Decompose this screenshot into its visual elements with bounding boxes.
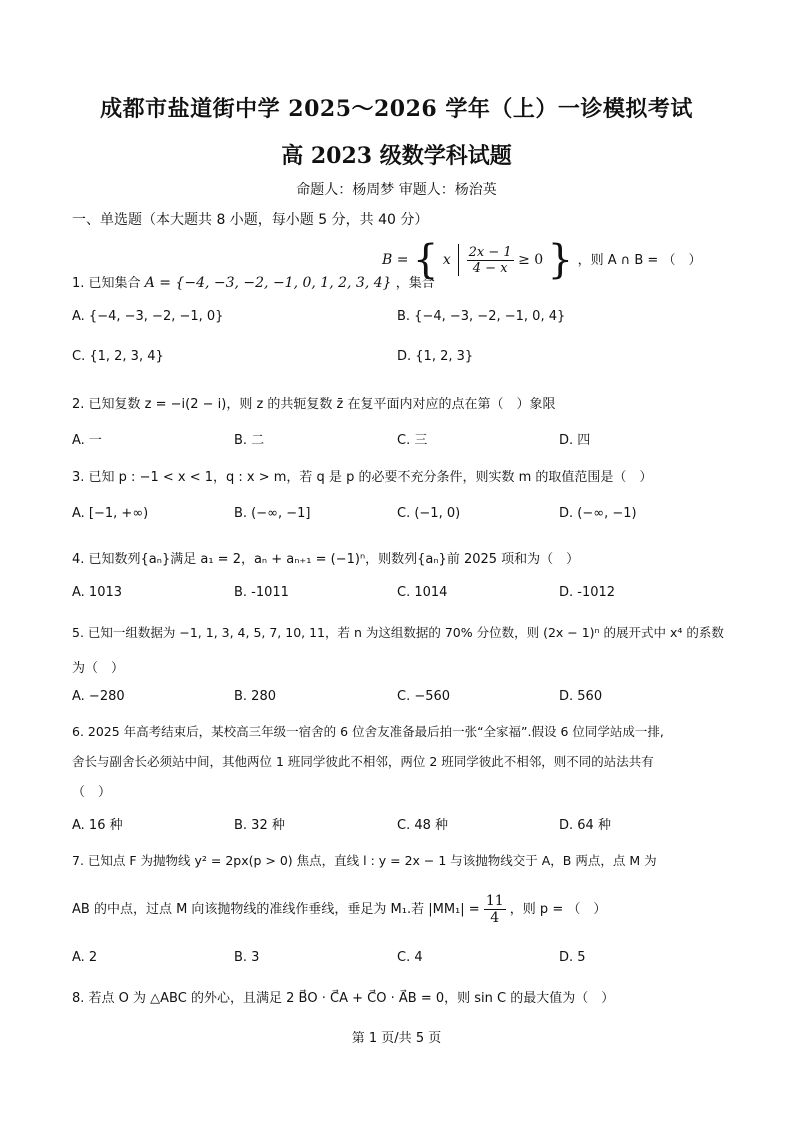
q3-option-d[interactable]: D. (−∞, −1) [559,506,637,521]
question-3: 3. 已知 p : −1 < x < 1，q : x > m，若 q 是 p 的必要不充分条件，则实数 m 的取值范围是（ ） [72,470,653,485]
q1-option-a[interactable]: A. {−4, −3, −2, −1, 0} [72,309,224,324]
left-brace-icon: { [412,237,439,283]
q1-fraction-den: 4 − x [472,260,508,276]
q2-option-c[interactable]: C. 三 [397,433,428,448]
exam-title: 成都市盐道街中学 2025～2026 学年（上）一诊模拟考试 [100,96,693,122]
q4-option-c[interactable]: C. 1014 [397,585,448,600]
q5-option-d[interactable]: D. 560 [559,689,603,704]
divider-bar [458,244,459,276]
q5-option-b[interactable]: B. 280 [234,689,276,704]
q1-option-d[interactable]: D. {1, 2, 3} [397,349,474,364]
question-5-line1: 5. 已知一组数据为 −1, 1, 3, 4, 5, 7, 10, 11，若 n 为这组数据的 70% 分位数，则 (2x − 1)ⁿ 的展开式中 x⁴ 的系数 [72,625,724,640]
q7-line2-post: ，则 p = （ ） [509,902,607,917]
q7-option-c[interactable]: C. 4 [397,950,423,965]
q7-fraction [484,893,506,926]
q1-set-b-rel: ≥ 0 [518,252,544,268]
question-2: 2. 已知复数 z = −i(2 − i)，则 z 的共轭复数 z̄ 在复平面内对应的点在第（ ）象限 [72,397,556,412]
question-1 [72,272,435,291]
q4-option-b[interactable]: B. -1011 [234,585,289,600]
q7-line2-pre: AB 的中点，过点 M 向该抛物线的准线作垂线，垂足为 M₁.若 |MM₁| = [72,902,480,917]
q7-option-b[interactable]: B. 3 [234,950,260,965]
page-footer: 第 1 页/共 5 页 [351,1031,442,1046]
q5-option-c[interactable]: C. −560 [397,689,451,704]
question-6-line3: （ ） [72,785,112,800]
q1-fraction [467,245,514,276]
question-4: 4. 已知数列{aₙ}满足 a₁ = 2，aₙ + aₙ₊₁ = (−1)ⁿ，则数列{aₙ}前 2025 项和为（ ） [72,552,580,567]
q5-option-a[interactable]: A. −280 [72,689,125,704]
q1-prefix: 1. 已知集合 [72,276,141,291]
q7-fraction-num: 11 [485,893,504,909]
question-8: 8. 若点 O 为 △ABC 的外心，且满足 2 B⃗O · C⃗A + C⃗O · A⃗B = 0，则 sin C 的最大值为（ ） [72,991,615,1006]
q1-suffix: ，则 A ∩ B = （ ） [577,253,702,268]
q2-option-a[interactable]: A. 一 [72,433,102,448]
question-5-line2: 为（ ） [72,661,125,676]
exam-authors: 命题人：杨周梦 审题人：杨治英 [296,182,497,198]
q3-option-b[interactable]: B. (−∞, −1] [234,506,311,521]
q6-option-d[interactable]: D. 64 种 [559,818,611,833]
question-7-line2 [72,893,606,926]
q7-option-d[interactable]: D. 5 [559,950,586,965]
question-6-line2: 舍长与副舍长必须站中间，其他两位 1 班同学彼此不相邻，两位 2 班同学彼此不相邻，则不同的站法共有 [72,754,654,769]
q4-option-a[interactable]: A. 1013 [72,585,123,600]
q3-option-a[interactable]: A. [−1, +∞) [72,506,149,521]
question-6-line1: 6. 2025 年高考结束后，某校高三年级一宿舍的 6 位舍友准备最后拍一张“全家福”.假设 6 位同学站成一排, [72,724,664,739]
q4-option-d[interactable]: D. -1012 [559,585,616,600]
q1-option-b[interactable]: B. {−4, −3, −2, −1, 0, 4} [397,309,566,324]
q2-option-d[interactable]: D. 四 [559,433,591,448]
q6-option-b[interactable]: B. 32 种 [234,818,285,833]
q1-mid: ，集合 [395,276,435,291]
q1-fraction-num: 2x − 1 [468,244,512,260]
section-heading: 一、单选题（本大题共 8 小题，每小题 5 分，共 40 分） [72,212,429,228]
q6-option-c[interactable]: C. 48 种 [397,818,449,833]
q6-option-a[interactable]: A. 16 种 [72,818,123,833]
q7-fraction-den: 4 [490,910,500,926]
q3-option-c[interactable]: C. (−1, 0) [397,506,461,521]
exam-subtitle: 高 2023 级数学科试题 [281,143,512,169]
q1-set-b-left: B = [382,252,409,268]
right-brace-icon: } [547,237,574,283]
q2-option-b[interactable]: B. 二 [234,433,265,448]
question-7-line1: 7. 已知点 F 为抛物线 y² = 2px(p > 0) 焦点，直线 l : y = 2x − 1 与该抛物线交于 A，B 两点，点 M 为 [72,853,657,868]
q1-set-a: A = {−4, −3, −2, −1, 0, 1, 2, 3, 4} [144,275,392,291]
q7-option-a[interactable]: A. 2 [72,950,98,965]
q1-option-c[interactable]: C. {1, 2, 3, 4} [72,349,164,364]
q1-set-b-var: x [442,252,451,268]
q1-set-b [382,237,702,283]
